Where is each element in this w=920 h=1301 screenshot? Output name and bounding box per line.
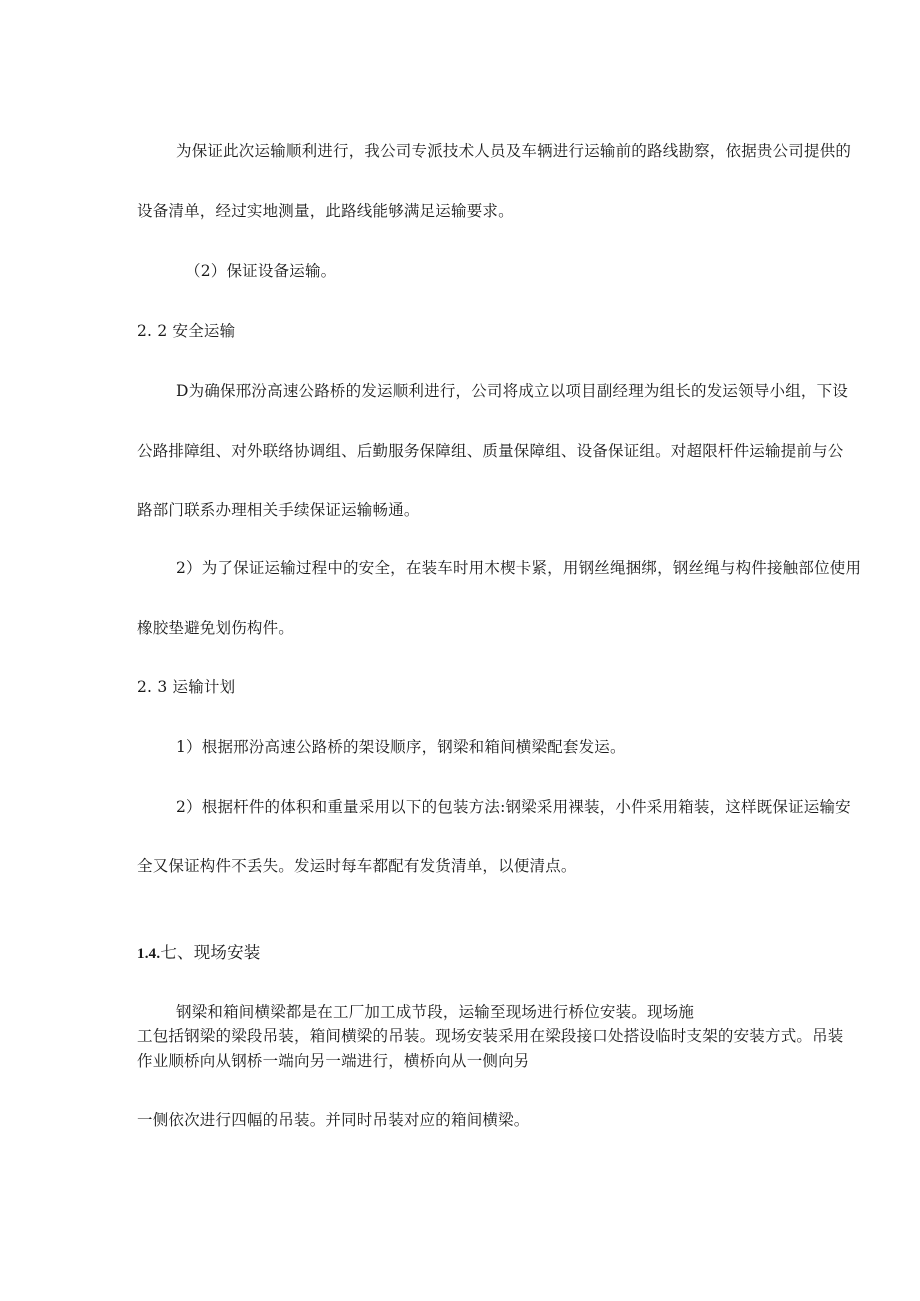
paragraph-route-survey-line1: 为保证此次运输顺利进行，我公司专派技术人员及车辆进行运输前的路线勘察，依据贵公司提供的 bbox=[176, 142, 852, 160]
paragraph-leadership-group-line1: D为确保邢汾高速公路桥的发运顺利进行，公司将成立以项目副经理为组长的发运领导小组，下设 bbox=[176, 382, 849, 400]
paragraph-loading-safety-line2: 橡胶垫避免划伤构件。 bbox=[137, 619, 295, 637]
paragraph-route-survey-line2: 设备清单，经过实地测量，此路线能够满足运输要求。 bbox=[137, 202, 514, 220]
section-heading-1-4 bbox=[137, 943, 261, 964]
paragraph-site-install-line1: 钢梁和箱间横梁都是在工厂加工成节段，运输至现场进行桥位安装。现场施 bbox=[176, 1003, 695, 1021]
section-number: 1.4. bbox=[137, 946, 161, 962]
paragraph-loading-safety-line1: 2）为了保证运输过程中的安全，在装车时用木楔卡紧，用钢丝绳捆绑，钢丝绳与构件接触部位使用 bbox=[176, 559, 862, 577]
section-title: 七、现场安装 bbox=[160, 943, 261, 962]
paragraph-leadership-group-line3: 路部门联系办理相关手续保证运输畅通。 bbox=[137, 501, 420, 519]
paragraph-site-install-line2: 工包括钢梁的梁段吊装，箱间横梁的吊装。现场安装采用在梁段接口处搭设临时支架的安装方式。吊装 bbox=[137, 1027, 844, 1045]
paragraph-packaging-line2: 全又保证构件不丢失。发运时每车都配有发货清单，以便清点。 bbox=[137, 857, 577, 875]
paragraph-leadership-group-line2: 公路排障组、对外联络协调组、后勤服务保障组、质量保障组、设备保证组。对超限杆件运输提前与公 bbox=[137, 442, 844, 460]
paragraph-site-install-line3: 作业顺桥向从钢桥一端向另一端进行，横桥向从一侧向另 bbox=[137, 1052, 530, 1070]
paragraph-ensure-equipment: （2）保证设备运输。 bbox=[185, 262, 337, 280]
section-heading-2-2: 2. 2 安全运输 bbox=[137, 322, 236, 340]
paragraph-site-install-line4: 一侧依次进行四幅的吊装。并同时吊装对应的箱间横梁。 bbox=[137, 1111, 530, 1129]
section-heading-2-3: 2. 3 运输计划 bbox=[137, 678, 236, 696]
paragraph-shipping-order: 1）根据邢汾高速公路桥的架设顺序，钢梁和箱间横梁配套发运。 bbox=[176, 738, 626, 756]
paragraph-packaging-line1: 2）根据杆件的体积和重量采用以下的包装方法:钢梁采用裸装，小件采用箱装，这样既保证运输安 bbox=[176, 798, 851, 816]
